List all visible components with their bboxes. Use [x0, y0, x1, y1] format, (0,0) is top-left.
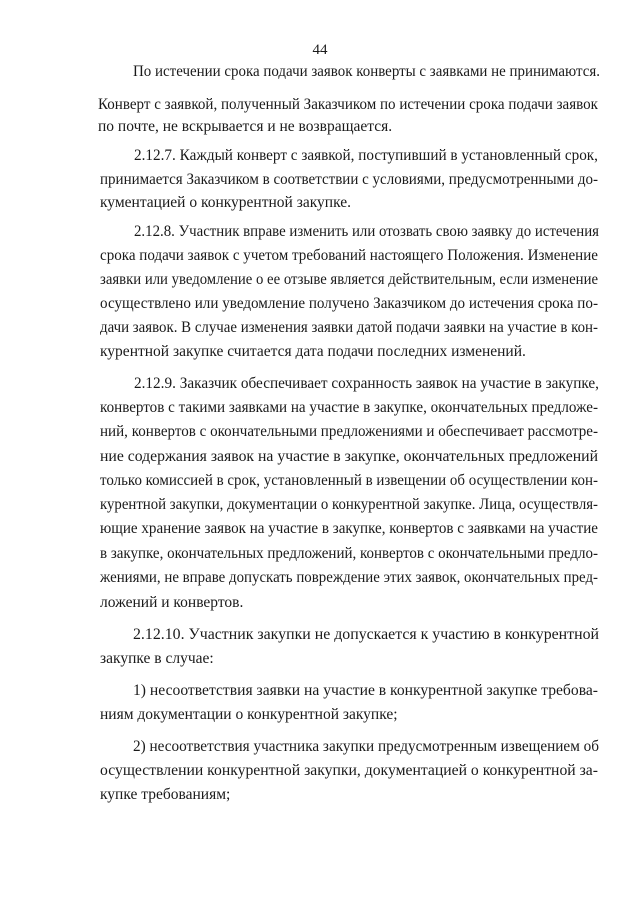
- text-line: курентной закупки, документации о конкурентной закупке. Лица, осуществля-: [100, 496, 598, 513]
- text-line: курентной закупке считается дата подачи последних изменений.: [100, 343, 526, 360]
- text-line: заявки или уведомление о ее отзыве является действительным, если изменение: [100, 271, 598, 288]
- text-line: 2) несоответствия участника закупки предусмотренным извещением об: [133, 738, 599, 755]
- text-line: 2.12.7. Каждый конверт с заявкой, поступивший в установленный срок,: [134, 147, 598, 164]
- text-line: срока подачи заявок с учетом требований настоящего Положения. Изменение: [100, 247, 598, 264]
- text-line: дачи заявок. В случае изменения заявки датой подачи заявки на участие в кон-: [100, 319, 598, 336]
- text-line: 2.12.10. Участник закупки не допускается к участию в конкурентной: [133, 626, 599, 643]
- text-line: Конверт с заявкой, полученный Заказчиком по истечении срока подачи заявок: [98, 96, 598, 113]
- text-line: ложений и конвертов.: [100, 594, 244, 611]
- text-line: ниям документации о конкурентной закупке;: [100, 706, 398, 723]
- text-line: в закупке, окончательных предложений, конвертов с окончательными предло-: [100, 545, 598, 562]
- text-line: ющие хранение заявок на участие в закупке, конвертов с заявками на участие: [100, 520, 598, 537]
- text-line: только комиссией в срок, установленный в извещении об осуществлении кон-: [100, 472, 598, 489]
- text-line: закупке в случае:: [100, 650, 214, 667]
- text-line: по почте, не вскрывается и не возвращается.: [98, 118, 393, 135]
- text-line: осуществлении конкурентной закупки, документацией о конкурентной за-: [100, 762, 598, 779]
- text-line: 2.12.9. Заказчик обеспечивает сохранность заявок на участие в закупке,: [134, 375, 599, 392]
- page-number: 44: [312, 42, 328, 58]
- text-line: 2.12.8. Участник вправе изменить или отозвать свою заявку до истечения: [134, 223, 599, 240]
- text-line: принимается Заказчиком в соответствии с условиями, предусмотренными до-: [100, 171, 598, 188]
- text-line: конвертов с такими заявками на участие в закупке, окончательных предложе-: [100, 399, 598, 416]
- text-line: ние содержания заявок на участие в закупке, окончательных предложений: [100, 448, 598, 465]
- text-line: ний, конвертов с окончательными предложениями и обеспечивает рассмотре-: [100, 423, 598, 440]
- text-line: кументацией о конкурентной закупке.: [100, 194, 351, 211]
- text-line: 1) несоответствия заявки на участие в конкурентной закупке требова-: [133, 682, 598, 699]
- text-line: жениями, не вправе допускать повреждение этих заявок, окончательных пред-: [100, 569, 598, 586]
- text-line: По истечении срока подачи заявок конверты с заявками не принимаются.: [133, 63, 600, 80]
- text-line: осуществлено или уведомление получено Заказчиком до истечения срока по-: [100, 295, 598, 312]
- text-line: купке требованиям;: [100, 786, 231, 803]
